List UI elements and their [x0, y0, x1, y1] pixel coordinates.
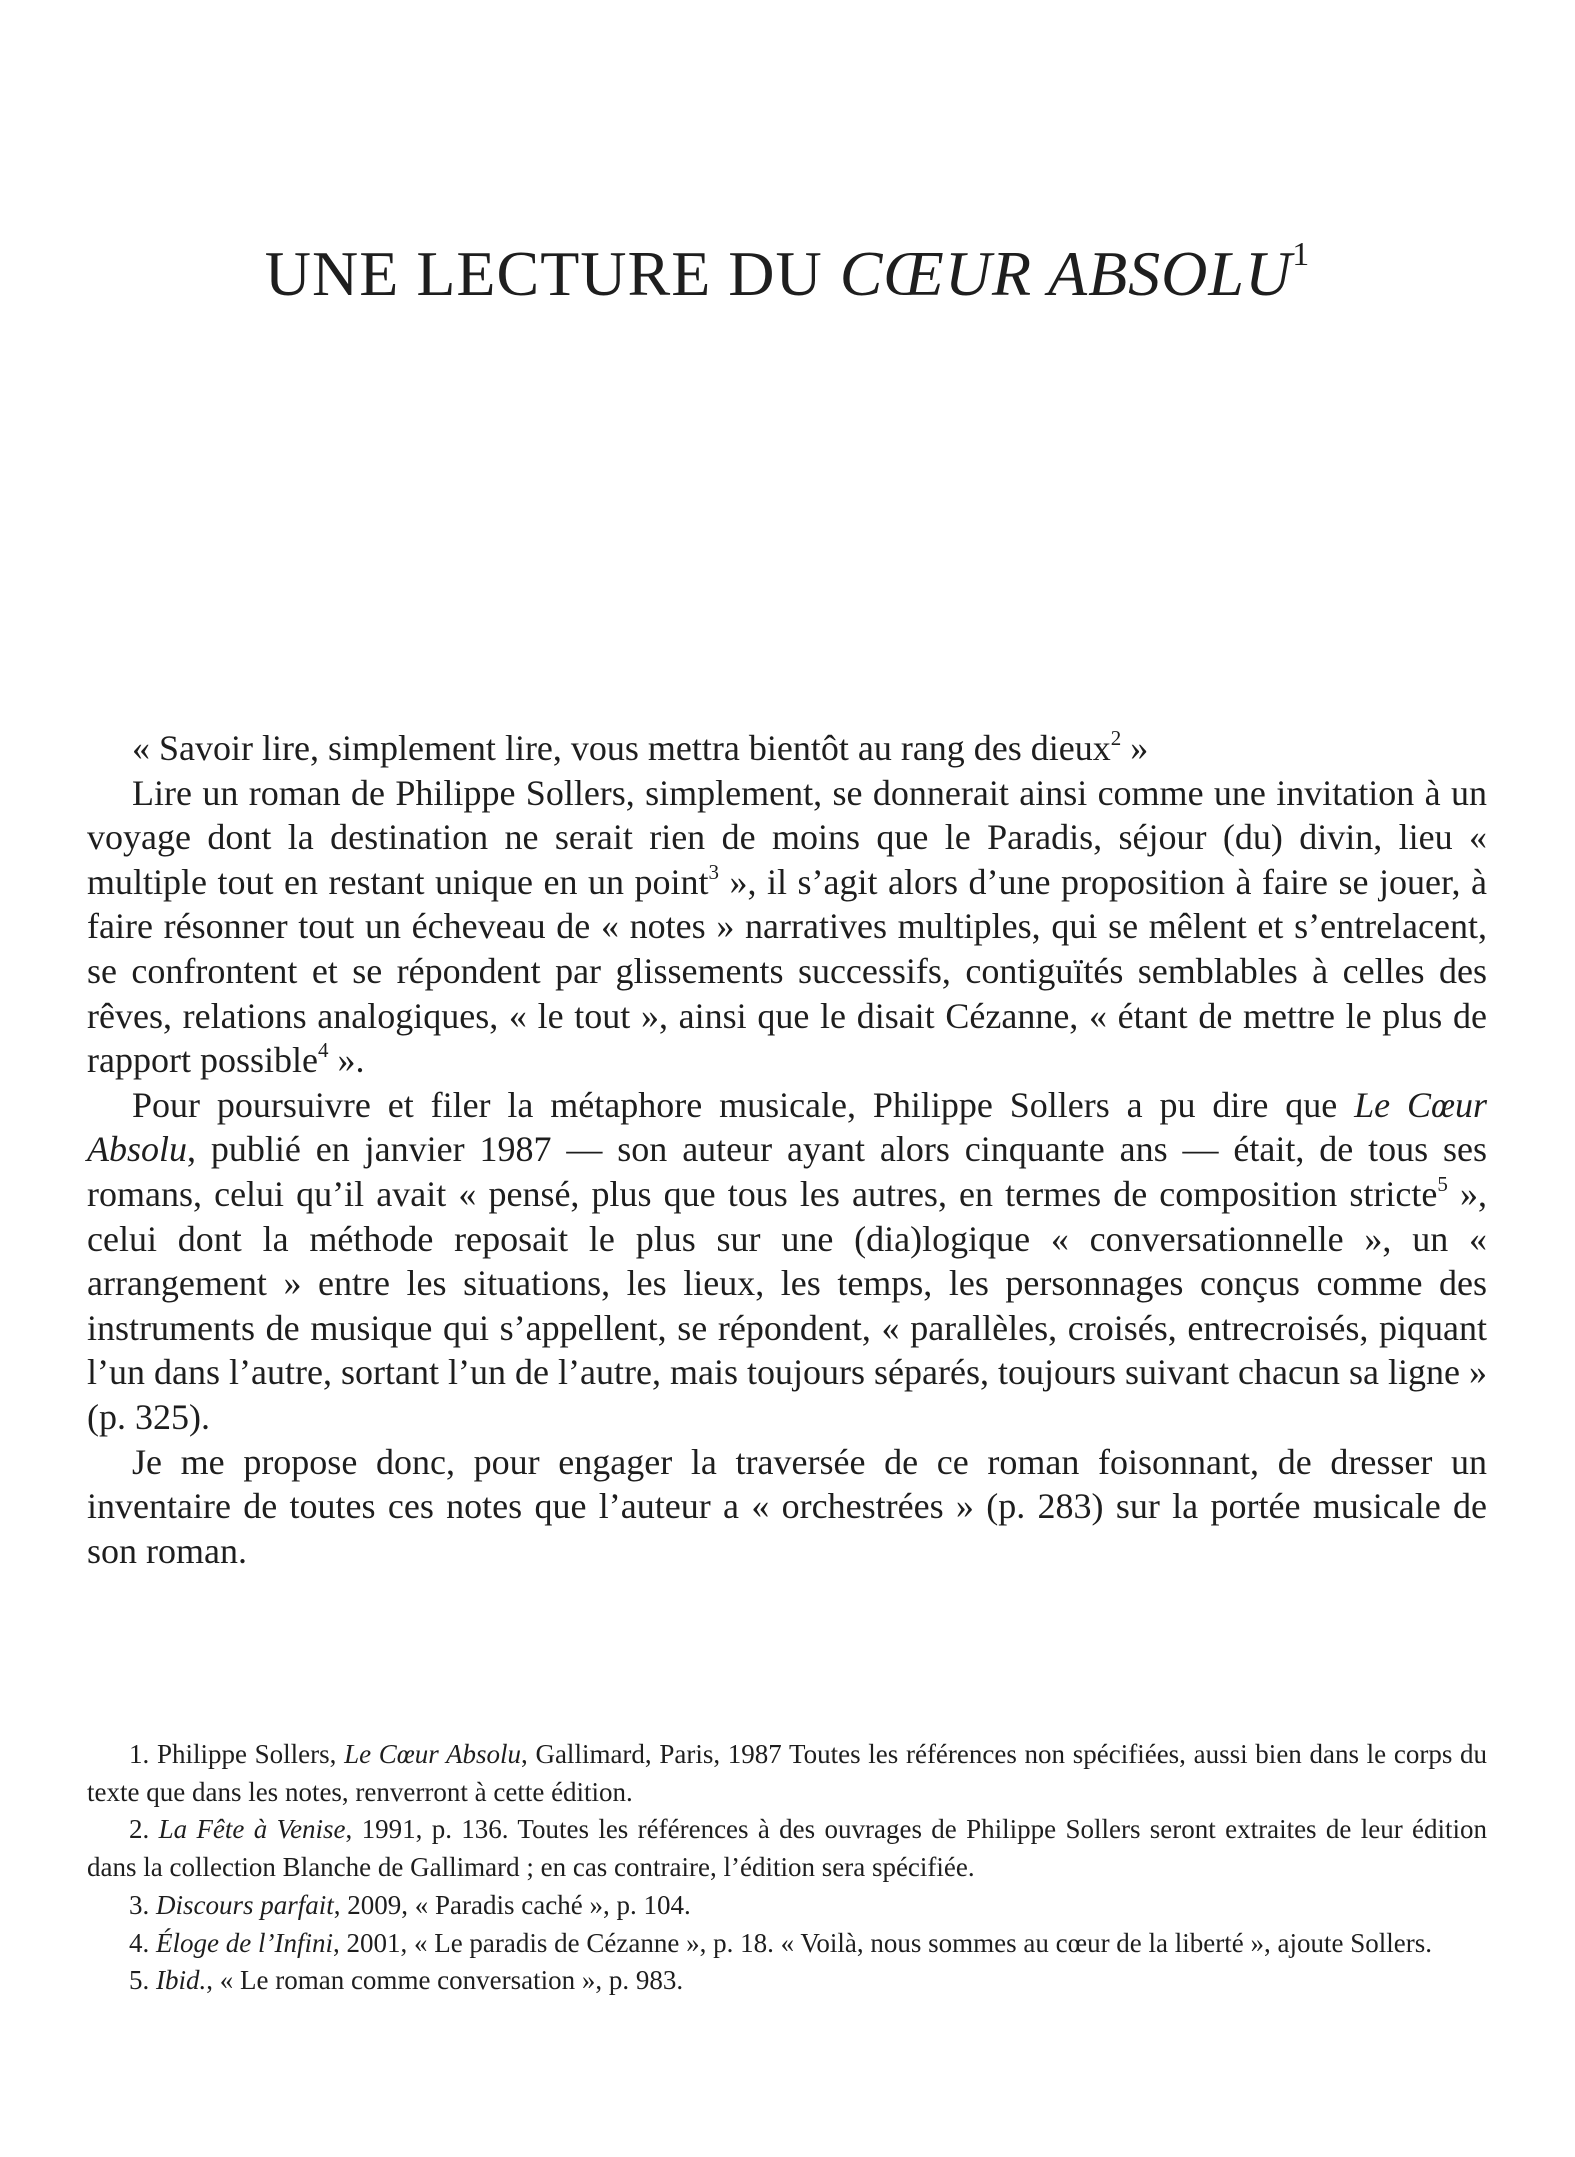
- paragraph-1-text-b: », il s’agit alors d’une proposition à faire se jouer, à faire résonner tout un écheveau de « notes » narratives multiples, qui se mêlent et s’entrelacent, se confrontent et se répondent par glissements successifs, contiguïtés semblables à celles des rêves, relations analogiques, « le tout », ainsi que le disait Cézanne, « étant de mettre le plus de rapport possible: [87, 861, 1487, 1081]
- footnote-number: 5.: [129, 1965, 156, 1996]
- paragraph-1-text-a: Lire un roman de Philippe Sollers, simplement, se donnerait ainsi comme une invitation à un voyage dont la destination ne serait rien de moins que le Paradis, séjour (du) divin, lieu « multiple tout en restant unique en un point: [87, 772, 1487, 902]
- footnote-2: [87, 1811, 1487, 1886]
- footnote-text: Philippe Sollers,: [156, 1739, 345, 1769]
- epigraph: [87, 726, 1487, 771]
- footnote-number: 4.: [129, 1927, 156, 1958]
- paragraph-3: Je me propose donc, pour engager la traversée de ce roman foisonnant, de dresser un inventaire de toutes ces notes que l’auteur a « orchestrées » (p. 283) sur la portée musicale de son roman.: [87, 1441, 1487, 1571]
- footnote-number: 1.: [129, 1739, 157, 1769]
- footnote-work-title: Ibid.: [156, 1965, 207, 1996]
- footnote-ref-2[interactable]: 2: [1110, 726, 1122, 750]
- footnote-number: 2.: [129, 1814, 159, 1845]
- title-footnote-mark: 1: [1292, 236, 1311, 273]
- title-plain: UNE LECTURE DU: [264, 238, 840, 309]
- footnote-text: , « Le roman comme conversation », p. 983.: [206, 1965, 684, 1996]
- footnote-ref-3[interactable]: 3: [708, 859, 719, 884]
- footnote-5: [87, 1962, 1487, 2000]
- footnote-text: , 1991, p. 136. Toutes les références à des ouvrages de Philippe Sollers seront extraites de leur édition dans la collection Blanche de Gallimard ; en cas contraire, l’édition sera spécifiée.: [87, 1814, 1487, 1883]
- epigraph-close: »: [1121, 728, 1149, 768]
- footnote-ref-5[interactable]: 5: [1437, 1171, 1448, 1196]
- footnote-number: 3.: [129, 1889, 156, 1920]
- footnote-work-title: Discours parfait: [156, 1889, 334, 1920]
- footnote-3: [87, 1887, 1487, 1925]
- book-title: Le Cœur Absolu: [87, 1084, 1487, 1170]
- paragraph-2-text-c: », celui dont la méthode reposait le plus sur une (dia)logique « conversationnelle », un « arrangement » entre les situations, les lieux, les temps, les personnages conçus comme des instruments de musique qui s’appellent, se répondent, « parallèles, croisés, entrecroisés, piquant l’un dans l’autre, sortant l’un de l’autre, mais toujours séparés, toujours suivant chacun sa ligne » (p. 325).: [87, 1173, 1488, 1437]
- paragraph-1: [87, 771, 1487, 1083]
- footnote-work-title: La Fête à Venise: [158, 1814, 346, 1845]
- footnote-work-title: Le Cœur Absolu: [344, 1739, 522, 1769]
- paragraph-2: [87, 1083, 1487, 1440]
- body-text: [87, 726, 1487, 1573]
- chapter-title: [0, 236, 1575, 309]
- paragraph-1-text-c: ».: [328, 1040, 365, 1081]
- title-italic: CŒUR ABSOLU: [839, 238, 1293, 309]
- footnote-1: [87, 1736, 1487, 1811]
- footnote-4: [87, 1925, 1487, 1963]
- footnote-text: , 2001, « Le paradis de Cézanne », p. 18. « Voilà, nous sommes au cœur de la liberté », ajoute Sollers.: [332, 1927, 1432, 1958]
- footnotes: [87, 1736, 1487, 2000]
- paragraph-2-text-b: , publié en janvier 1987 — son auteur ayant alors cinquante ans — était, de tous ses romans, celui qu’il avait « pensé, plus que tous les autres, en termes de composition stricte: [87, 1129, 1487, 1214]
- paragraph-2-text-a: Pour poursuivre et filer la métaphore musicale, Philippe Sollers a pu dire que: [132, 1084, 1355, 1125]
- footnote-text: , Gallimard, Paris, 1987 Toutes les références non spécifiées, aussi bien dans le corps du texte que dans les notes, renverront à cette édition.: [87, 1739, 1488, 1807]
- footnote-work-title: Éloge de l’Infini: [156, 1927, 333, 1958]
- epigraph-text: « Savoir lire, simplement lire, vous mettra bientôt au rang des dieux: [132, 728, 1111, 768]
- footnote-text: , 2009, « Paradis caché », p. 104.: [333, 1889, 691, 1920]
- footnote-ref-4[interactable]: 4: [317, 1038, 329, 1063]
